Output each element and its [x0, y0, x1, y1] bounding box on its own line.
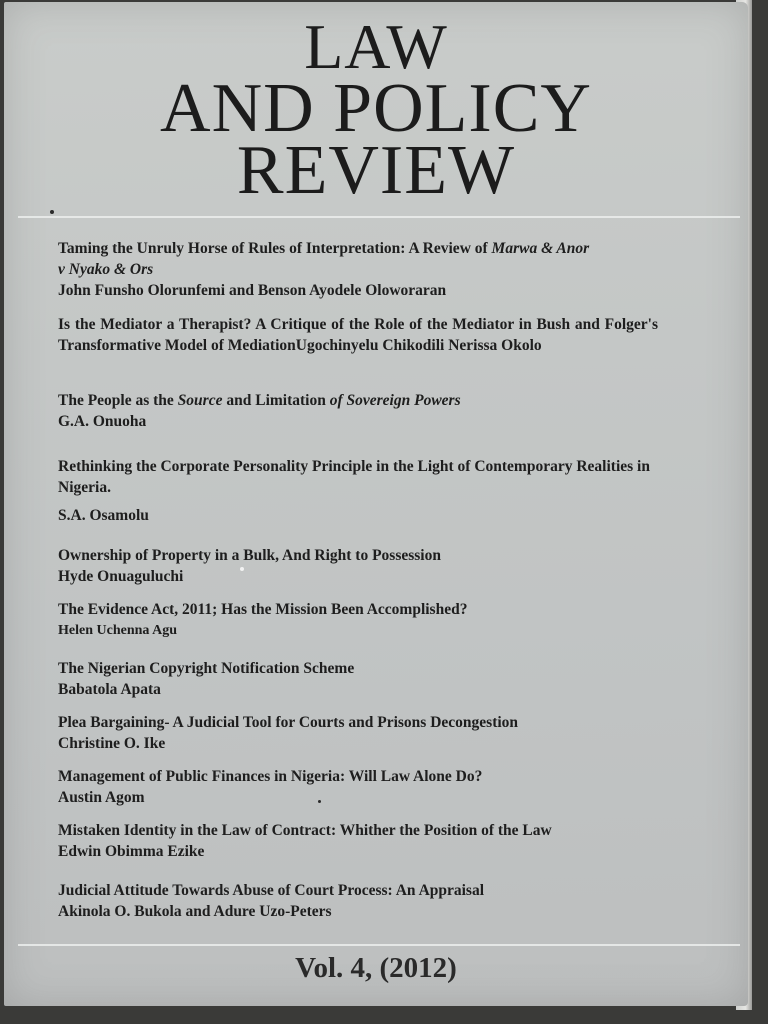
article-author: Christine O. Ike	[58, 735, 166, 752]
toc-entry-7	[58, 658, 658, 700]
article-author: Akinola O. Bukola and Adure Uzo-Peters	[58, 903, 332, 920]
article-author: G.A. Onuoha	[58, 413, 147, 430]
article-title: Ownership of Property in a Bulk, And Right to Possession	[58, 547, 441, 564]
article-title: Plea Bargaining- A Judicial Tool for Courts and Prisons Decongestion	[58, 714, 519, 731]
article-title: Management of Public Finances in Nigeria: Will Law Alone Do?	[58, 768, 483, 785]
toc-entry-2	[58, 314, 658, 356]
article-title: Taming the Unruly Horse of Rules of Interpretation: A Review of Marwa & Anor	[58, 240, 590, 257]
article-title: Is the Mediator a Therapist? A Critique of the Role of the Mediator in Bush and Folger's Transformative Model of MediationUgochinyelu Chikodili Nerissa Okolo	[58, 316, 658, 354]
article-title-continued: v Nyako & Ors	[58, 261, 154, 278]
toc-entry-10	[58, 820, 658, 862]
volume-label: Vol. 4, (2012)	[295, 952, 457, 984]
article-title: The Nigerian Copyright Notification Scheme	[58, 660, 355, 677]
article-author: Austin Agom	[58, 789, 145, 806]
top-divider	[18, 216, 740, 218]
article-title: Judicial Attitude Towards Abuse of Court Process: An Appraisal	[58, 882, 485, 899]
toc-entry-6	[58, 599, 658, 641]
print-speck	[318, 800, 321, 803]
article-author: Babatola Apata	[58, 681, 161, 698]
toc-entry-4	[58, 456, 658, 526]
toc-entry-3	[58, 390, 658, 432]
masthead-line-3: REVIEW	[236, 132, 516, 209]
article-title: Rethinking the Corporate Personality Principle in the Light of Contemporary Realities in Nigeria.	[58, 458, 650, 496]
article-title: Mistaken Identity in the Law of Contract: Whither the Position of the Law	[58, 822, 552, 839]
print-speck	[240, 567, 244, 571]
toc-entry-5	[58, 545, 658, 587]
bottom-divider	[18, 944, 740, 946]
toc-entry-9	[58, 766, 658, 808]
masthead	[4, 11, 748, 209]
article-author: S.A. Osamolu	[58, 507, 149, 524]
article-author: Helen Uchenna Agu	[58, 623, 178, 638]
masthead-line-2: AND POLICY	[160, 70, 592, 147]
article-title: The Evidence Act, 2011; Has the Mission Been Accomplished?	[58, 601, 468, 618]
article-author: John Funsho Olorunfemi and Benson Ayodele Oloworaran	[58, 282, 447, 299]
article-title: The People as the Source and Limitation of Sovereign Powers	[58, 392, 461, 409]
print-speck	[50, 210, 54, 214]
article-author: Edwin Obimma Ezike	[58, 843, 205, 860]
article-author: Hyde Onuaguluchi	[58, 568, 184, 585]
toc-entry-11	[58, 880, 658, 922]
toc-entry-1	[58, 238, 658, 301]
journal-cover	[4, 2, 748, 1006]
masthead-line-1: LAW	[304, 11, 448, 82]
toc-entry-8	[58, 712, 658, 754]
